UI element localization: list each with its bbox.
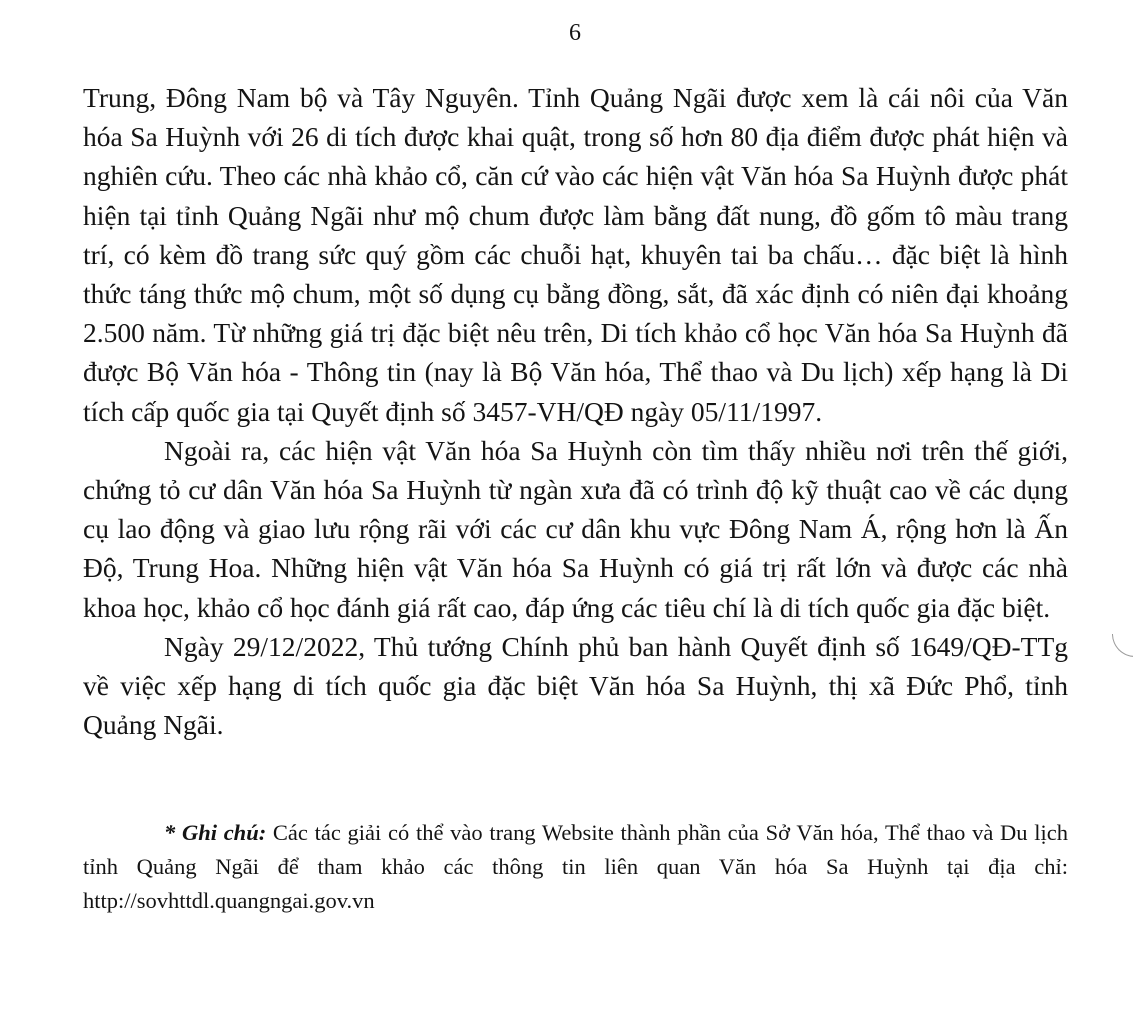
footnote-label: * Ghi chú:	[164, 820, 267, 845]
footnote-text: Các tác giải có thể vào trang Website thành phần của Sở Văn hóa, Thể thao và Du lịch tỉnh Quảng Ngãi để tham khảo các thông tin liên quan Văn hóa Sa Huỳnh tại địa chỉ: http://sovhttdl.quangngai.gov.vn	[83, 820, 1068, 913]
paragraph-decision: Ngày 29/12/2022, Thủ tướng Chính phủ ban hành Quyết định số 1649/QĐ-TTg về việc xếp hạng di tích quốc gia đặc biệt Văn hóa Sa Huỳnh, thị xã Đức Phổ, tỉnh Quảng Ngãi.	[83, 630, 1068, 741]
page-number: 6	[569, 20, 581, 46]
footnote	[83, 816, 1068, 918]
paragraph-international-finds: Ngoài ra, các hiện vật Văn hóa Sa Huỳnh còn tìm thấy nhiều nơi trên thế giới, chứng tỏ cư dân Văn hóa Sa Huỳnh từ ngàn xưa đã có trình độ kỹ thuật cao về các dụng cụ lao động và giao lưu rộng rãi với các cư dân khu vực Đông Nam Á, rộng hơn là Ấn Độ, Trung Hoa. Những hiện vật Văn hóa Sa Huỳnh có giá trị rất lớn và được các nhà khoa học, khảo cổ học đánh giá rất cao, đáp ứng các tiêu chí là di tích quốc gia đặc biệt.	[83, 434, 1068, 623]
page-edge-mark	[1112, 634, 1133, 657]
document-body	[83, 78, 1068, 744]
paragraph-continuation: Trung, Đông Nam bộ và Tây Nguyên. Tỉnh Quảng Ngãi được xem là cái nôi của Văn hóa Sa Huỳnh với 26 di tích được khai quật, trong số hơn 80 địa điểm được phát hiện và nghiên cứu. Theo các nhà khảo cổ, căn cứ vào các hiện vật Văn hóa Sa Huỳnh được phát hiện tại tỉnh Quảng Ngãi như mộ chum được làm bằng đất nung, đồ gốm tô màu trang trí, có kèm đồ trang sức quý gồm các chuỗi hạt, khuyên tai ba chấu… đặc biệt là hình thức táng thức mộ chum, một số dụng cụ bằng đồng, sắt, đã xác định có niên đại khoảng 2.500 năm. Từ những giá trị đặc biệt nêu trên, Di tích khảo cổ học Văn hóa Sa Huỳnh đã được Bộ Văn hóa - Thông tin (nay là Bộ Văn hóa, Thể thao và Du lịch) xếp hạng là Di tích cấp quốc gia tại Quyết định số 3457-VH/QĐ ngày 05/11/1997.	[83, 82, 1068, 427]
